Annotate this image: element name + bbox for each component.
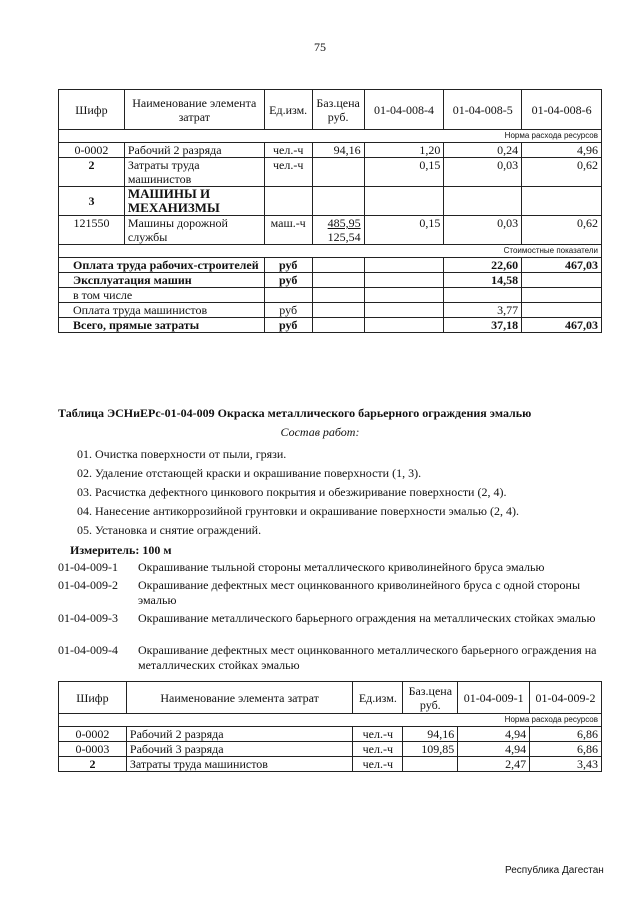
cell-value: 2,47: [458, 757, 530, 772]
cell-unit: чел.-ч: [353, 757, 403, 772]
measurer: Измеритель: 100 м: [70, 543, 172, 557]
price-numerator: 485,95: [327, 216, 361, 230]
cell-name: Рабочий 2 разряда: [124, 143, 264, 158]
work-item: 03. Расчистка дефектного цинкового покрытия и обезжиривание поверхности (2, 4).: [77, 485, 507, 499]
table-row: [59, 757, 602, 772]
cost-value: [364, 258, 444, 273]
cell-code: 0-0003: [59, 742, 127, 757]
header-code: Шифр: [59, 90, 125, 130]
cell-price: [312, 216, 364, 245]
header-col-1: 01-04-008-4: [364, 90, 444, 130]
table-row: [59, 727, 602, 742]
header-price: Баз.цена руб.: [403, 682, 458, 714]
cell-code: 0-0002: [59, 727, 127, 742]
cell-code: 2: [59, 158, 125, 187]
section-heading: МАШИНЫ И МЕХАНИЗМЫ: [124, 187, 264, 216]
cell-name: Машины дорожной службы: [124, 216, 264, 245]
cell-price: [403, 757, 458, 772]
cost-name: Всего, прямые затраты: [59, 318, 265, 333]
cell-empty: [522, 187, 602, 216]
header-name: Наименование элемента затрат: [126, 682, 352, 714]
norm-label: Норма расхода ресурсов: [59, 714, 602, 727]
cell-unit: чел.-ч: [353, 727, 403, 742]
cell-value: 0,62: [522, 158, 602, 187]
footer-region: Республика Дагестан: [505, 865, 604, 876]
cell-empty: [312, 187, 364, 216]
cost-value: [522, 288, 602, 303]
cost-value: [364, 288, 444, 303]
meter-code: 01-04-009-4: [58, 643, 118, 657]
norm-label: Норма расхода ресурсов: [59, 130, 602, 143]
cost-name: в том числе: [59, 288, 265, 303]
meter-text: Окрашивание дефектных мест оцинкованного металлического барьерного ограждения на металлических стойках эмалью: [138, 643, 597, 672]
cost-row: [59, 318, 602, 333]
cell-value: 0,62: [522, 216, 602, 245]
cell-name: Затраты труда машинистов: [124, 158, 264, 187]
section-title: Таблица ЭСНиЕРс-01-04-009 Окраска металлического барьерного ограждения эмалью: [58, 406, 532, 420]
header-name: Наименование элемента затрат: [124, 90, 264, 130]
cost-name: Оплата труда рабочих-строителей: [59, 258, 265, 273]
cell-price: [312, 158, 364, 187]
cost-unit: [264, 288, 312, 303]
cost-row: [59, 273, 602, 288]
cell-value: 6,86: [530, 742, 602, 757]
table-header-row: [59, 90, 602, 130]
cost-name: Оплата труда машинистов: [59, 303, 265, 318]
table-row: [59, 143, 602, 158]
cell-value: 4,94: [458, 727, 530, 742]
cell-value: 0,03: [444, 216, 522, 245]
cost-value: [522, 273, 602, 288]
table-header-row: [59, 682, 602, 714]
cell-value: 0,15: [364, 216, 444, 245]
header-col-3: 01-04-008-6: [522, 90, 602, 130]
cell-empty: [264, 187, 312, 216]
cell-empty: [364, 187, 444, 216]
resource-table-1: [58, 89, 602, 333]
cell-price: 94,16: [312, 143, 364, 158]
cell-value: 4,96: [522, 143, 602, 158]
cost-name: Эксплуатация машин: [59, 273, 265, 288]
meter-text: Окрашивание дефектных мест оцинкованного криволинейного бруса с одной стороны эмалью: [138, 578, 581, 607]
cost-value: 3,77: [444, 303, 522, 318]
cost-value: 37,18: [444, 318, 522, 333]
header-unit: Ед.изм.: [264, 90, 312, 130]
cell-empty: [312, 273, 364, 288]
cell-empty: [312, 288, 364, 303]
cell-unit: чел.-ч: [264, 143, 312, 158]
page-number: 75: [314, 40, 326, 54]
work-item: 02. Удаление отстающей краски и окрашивание поверхности (1, 3).: [77, 466, 422, 480]
cost-value: [364, 303, 444, 318]
cost-row: [59, 258, 602, 273]
machines-section-row: [59, 187, 602, 216]
cost-label: Стоимостные показатели: [59, 245, 602, 258]
cost-value: [522, 303, 602, 318]
cell-name: Рабочий 3 разряда: [126, 742, 352, 757]
cost-unit: руб: [264, 258, 312, 273]
cost-value: 14,58: [444, 273, 522, 288]
cost-row: [59, 303, 602, 318]
cell-value: 0,24: [444, 143, 522, 158]
header-col-1: 01-04-009-1: [458, 682, 530, 714]
meter-text: Окрашивание тыльной стороны металлического криволинейного бруса эмалью: [138, 560, 545, 574]
header-col-2: 01-04-008-5: [444, 90, 522, 130]
meter-code: 01-04-009-1: [58, 560, 118, 574]
cost-value: [444, 288, 522, 303]
price-denominator: 125,54: [327, 230, 361, 244]
cost-value: 467,03: [522, 318, 602, 333]
cell-value: 1,20: [364, 143, 444, 158]
work-item: 01. Очистка поверхности от пыли, грязи.: [77, 447, 287, 461]
header-price: Баз.цена руб.: [312, 90, 364, 130]
cell-value: 4,94: [458, 742, 530, 757]
work-item: 05. Установка и снятие ограждений.: [77, 523, 262, 537]
meter-text: Окрашивание металлического барьерного ограждения на металлических стойках эмалью: [138, 611, 596, 625]
cell-code: 3: [59, 187, 125, 216]
cell-code: 2: [59, 757, 127, 772]
cost-unit: руб: [264, 303, 312, 318]
table-row: [59, 742, 602, 757]
header-col-2: 01-04-009-2: [530, 682, 602, 714]
section-subtitle: Состав работ:: [280, 425, 360, 439]
cell-unit: маш.-ч: [264, 216, 312, 245]
cost-value: 467,03: [522, 258, 602, 273]
meter-code: 01-04-009-2: [58, 578, 118, 592]
cell-price: 94,16: [403, 727, 458, 742]
cost-row: [59, 288, 602, 303]
cell-empty: [312, 303, 364, 318]
header-code: Шифр: [59, 682, 127, 714]
cell-empty: [312, 258, 364, 273]
cost-unit: руб: [264, 318, 312, 333]
meter-code: 01-04-009-3: [58, 611, 118, 625]
cost-value: [364, 273, 444, 288]
cell-code: 0-0002: [59, 143, 125, 158]
cell-code: 121550: [59, 216, 125, 245]
cell-value: 6,86: [530, 727, 602, 742]
table-row: [59, 216, 602, 245]
cost-value: 22,60: [444, 258, 522, 273]
cell-unit: чел.-ч: [264, 158, 312, 187]
cost-unit: руб: [264, 273, 312, 288]
cell-name: Затраты труда машинистов: [126, 757, 352, 772]
norm-label-row: [59, 714, 602, 727]
cell-value: 0,15: [364, 158, 444, 187]
cell-value: 3,43: [530, 757, 602, 772]
cell-empty: [444, 187, 522, 216]
cell-name: Рабочий 2 разряда: [126, 727, 352, 742]
cell-unit: чел.-ч: [353, 742, 403, 757]
cost-label-row: [59, 245, 602, 258]
cell-empty: [312, 318, 364, 333]
cell-value: 0,03: [444, 158, 522, 187]
norm-label-row: [59, 130, 602, 143]
resource-table-2: [58, 681, 602, 772]
cell-price: 109,85: [403, 742, 458, 757]
header-unit: Ед.изм.: [353, 682, 403, 714]
table-row: [59, 158, 602, 187]
work-item: 04. Нанесение антикоррозийной грунтовки и окрашивание поверхности эмалью (2, 4).: [77, 504, 519, 518]
cost-value: [364, 318, 444, 333]
